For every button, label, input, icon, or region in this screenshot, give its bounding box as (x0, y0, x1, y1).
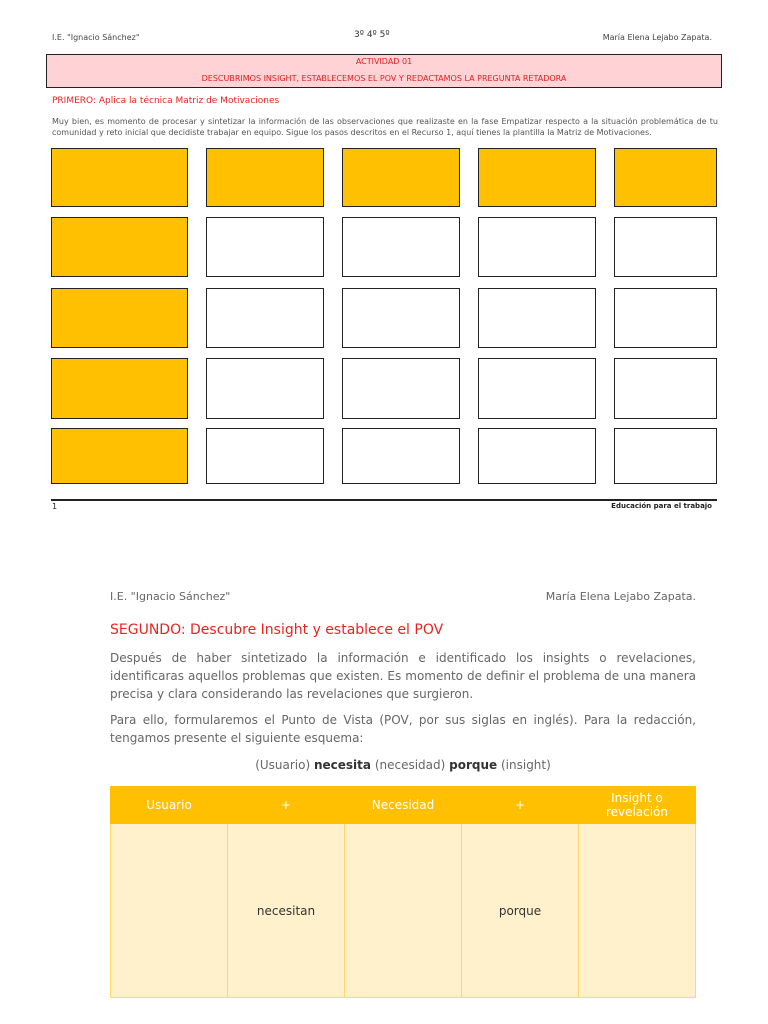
header-grade: 3º 4º 5º (354, 30, 390, 40)
footer-subject: Educación para el trabajo (611, 502, 712, 510)
pov-formula (110, 758, 696, 772)
matrix-cell[interactable] (614, 288, 717, 348)
pov-table (110, 786, 696, 998)
col-header-plus: + (228, 787, 345, 824)
matrix-cell[interactable] (614, 217, 717, 277)
page-number: 1 (52, 502, 58, 511)
formula-insight: (insight) (497, 758, 551, 772)
matrix-cell[interactable] (206, 288, 324, 348)
formula-need: (necesidad) (371, 758, 450, 772)
paragraph-pov: Para ello, formularemos el Punto de Vista (POV, por sus siglas en inglés). Para la redacción, tengamos presente el siguiente esquema: (110, 713, 696, 745)
matrix-cell[interactable] (614, 428, 717, 484)
matrix-cell[interactable] (206, 148, 324, 207)
activity-banner (46, 54, 722, 88)
matrix-cell[interactable] (342, 217, 460, 277)
section-title-segundo: SEGUNDO: Descubre Insight y establece el POV (110, 622, 444, 638)
matrix-cell[interactable] (342, 148, 460, 207)
matrix-cell[interactable] (51, 428, 188, 484)
matrix-cell[interactable] (478, 428, 596, 484)
matrix-cell[interactable] (478, 358, 596, 419)
section-title-primero: PRIMERO: Aplica la técnica Matriz de Motivaciones (52, 96, 280, 106)
matrix-cell[interactable] (478, 148, 596, 207)
matrix-cell[interactable] (478, 288, 596, 348)
matrix-cell[interactable] (51, 148, 188, 207)
matrix-cell[interactable] (206, 217, 324, 277)
activity-title: ACTIVIDAD 01 (355, 57, 413, 66)
matrix-cell[interactable] (614, 148, 717, 207)
matrix-cell[interactable] (478, 217, 596, 277)
footer-divider (51, 499, 717, 501)
matrix-cell[interactable] (342, 358, 460, 419)
table-row (111, 824, 696, 998)
matrix-cell[interactable] (51, 358, 188, 419)
header-school: I.E. "Ignacio Sánchez" (110, 590, 231, 603)
matrix-cell[interactable] (51, 217, 188, 277)
formula-necesita: necesita (313, 758, 371, 772)
matrix-cell[interactable] (51, 288, 188, 348)
col-header-plus: + (462, 787, 579, 824)
header-school: I.E. "Ignacio Sánchez" (52, 33, 140, 42)
matrix-cell[interactable] (206, 358, 324, 419)
activity-subtitle: DESCUBRIMOS INSIGHT, ESTABLECEMOS EL POV Y REDACTAMOS LA PREGUNTA RETADORA (201, 74, 567, 83)
header-teacher: María Elena Lejabo Zapata. (602, 33, 712, 42)
col-header-necesidad: Necesidad (345, 787, 462, 824)
formula-user: (Usuario) (255, 758, 314, 772)
table-header-row (111, 787, 696, 824)
formula-porque: porque (449, 758, 498, 772)
matrix-cell[interactable] (206, 428, 324, 484)
cell-necesidad[interactable] (345, 824, 462, 998)
cell-usuario[interactable] (111, 824, 228, 998)
matrix-cell[interactable] (614, 358, 717, 419)
intro-paragraph: Muy bien, es momento de procesar y sintetizar la información de las observaciones que realizaste en la fase Empatizar respecto a la situación problemática de tu comunidad y reto inicial que decidiste trabajar en equipo. Sigue los pasos descritos en el Recurso 1, aquí tienes la plantilla la Matriz de Motivaciones. (52, 117, 718, 137)
cell-necesitan: necesitan (228, 824, 345, 998)
col-header-insight: Insight o revelación (579, 787, 696, 824)
header-teacher: María Elena Lejabo Zapata. (545, 590, 696, 603)
matrix-cell[interactable] (342, 428, 460, 484)
paragraph-insights: Después de haber sintetizado la información e identificado los insights o revelaciones, identificaras aquellos problemas que existen. Es momento de definir el problema de una manera precisa y clara considerando las revelaciones que surgieron. (110, 651, 696, 701)
col-header-usuario: Usuario (111, 787, 228, 824)
cell-insight[interactable] (579, 824, 696, 998)
matrix-cell[interactable] (342, 288, 460, 348)
cell-porque: porque (462, 824, 579, 998)
